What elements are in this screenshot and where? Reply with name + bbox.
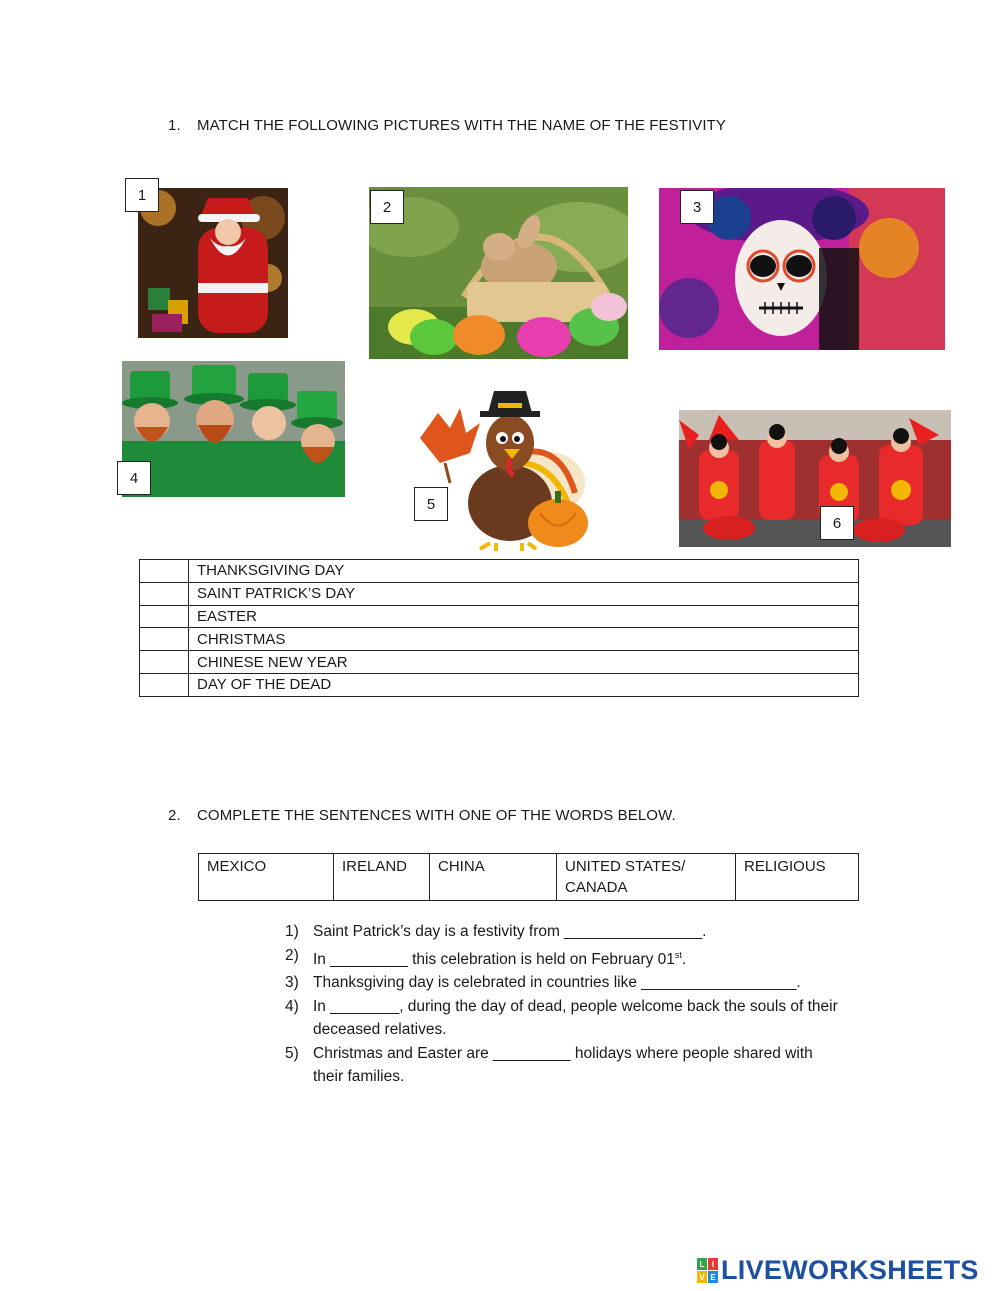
- word-bank-cell: CHINA: [430, 854, 557, 901]
- list-item: [285, 944, 845, 972]
- word-bank-cell: [557, 854, 736, 901]
- word-bank-cell: RELIGIOUS: [736, 854, 859, 901]
- leprechauns-image: [122, 361, 345, 497]
- word-bank-line: UNITED STATES/: [565, 858, 686, 875]
- logo-block: E: [708, 1271, 718, 1283]
- matching-table: [139, 559, 859, 697]
- table-row: [140, 605, 859, 628]
- list-item: [285, 995, 845, 1042]
- list-item: [285, 1042, 845, 1089]
- section2-number: 2.: [168, 807, 181, 824]
- sentence-number: 4): [285, 997, 299, 1015]
- answer-cell-day-of-dead[interactable]: [140, 673, 189, 696]
- section2-heading: [168, 807, 676, 824]
- answer-cell-christmas[interactable]: [140, 628, 189, 651]
- list-item: [285, 920, 845, 944]
- list-item: [285, 971, 845, 995]
- picture-label-3: 3: [680, 190, 714, 224]
- sentence-number: 3): [285, 974, 299, 992]
- sentence-text: Saint Patrick’s day is a festivity from ________________.: [313, 923, 707, 940]
- table-row: [140, 651, 859, 674]
- sentence-text: Christmas and Easter are _________ holidays where people shared with their families.: [313, 1044, 813, 1086]
- logo-block: L: [697, 1258, 707, 1270]
- logo-block: V: [697, 1271, 707, 1283]
- logo-blocks-icon: [697, 1258, 718, 1283]
- answer-cell-chinese-new-year[interactable]: [140, 651, 189, 674]
- word-bank-line: CANADA: [565, 879, 628, 896]
- easter-bunny-image: [369, 187, 628, 359]
- section1-number: 1.: [168, 117, 181, 134]
- word-bank-cell: MEXICO: [199, 854, 334, 901]
- festivity-name: CHINESE NEW YEAR: [189, 651, 859, 674]
- sentence-text: Thanksgiving day is celebrated in countries like __________________.: [313, 974, 801, 992]
- chinese-new-year-parade-image: [679, 410, 951, 547]
- picture-label-1: 1: [125, 178, 159, 212]
- picture-label-4: 4: [117, 461, 151, 495]
- table-row: [199, 854, 859, 901]
- section1-heading: [168, 117, 726, 134]
- sentence-number: 2): [285, 946, 299, 964]
- festivity-name: SAINT PATRICK’S DAY: [189, 582, 859, 605]
- table-row: [140, 673, 859, 696]
- answer-cell-easter[interactable]: [140, 605, 189, 628]
- table-row: [140, 582, 859, 605]
- festivity-name: DAY OF THE DEAD: [189, 673, 859, 696]
- picture-label-6: 6: [820, 506, 854, 540]
- section1-title: MATCH THE FOLLOWING PICTURES WITH THE NAME OF THE FESTIVITY: [197, 117, 726, 134]
- table-row: [140, 560, 859, 583]
- logo-text: LIVEWORKSHEETS: [721, 1255, 979, 1285]
- sentence-number: 5): [285, 1044, 299, 1062]
- festivity-name: CHRISTMAS: [189, 628, 859, 651]
- festivity-name: EASTER: [189, 605, 859, 628]
- liveworksheets-logo[interactable]: [697, 1255, 979, 1286]
- answer-cell-thanksgiving[interactable]: [140, 560, 189, 583]
- santa-claus-image: [138, 188, 288, 338]
- sentence-list: [285, 920, 845, 1089]
- answer-cell-saint-patrick[interactable]: [140, 582, 189, 605]
- logo-block: I: [708, 1258, 718, 1270]
- sentence-text: In ________, during the day of dead, people welcome back the souls of their deceased relatives.: [313, 997, 838, 1039]
- table-row: [140, 628, 859, 651]
- thanksgiving-turkey-image: [410, 383, 590, 551]
- sentence-superscript: st: [674, 949, 682, 960]
- festivity-name: THANKSGIVING DAY: [189, 560, 859, 583]
- picture-label-2: 2: [370, 190, 404, 224]
- word-bank-cell: IRELAND: [334, 854, 430, 901]
- word-bank-table: [198, 853, 859, 901]
- sentence-text: In _________ this celebration is held on February 01: [313, 950, 675, 968]
- picture-label-5: 5: [414, 487, 448, 521]
- section2-title: COMPLETE THE SENTENCES WITH ONE OF THE WORDS BELOW.: [197, 807, 676, 824]
- sentence-end: .: [681, 950, 687, 968]
- sentence-number: 1): [285, 923, 299, 940]
